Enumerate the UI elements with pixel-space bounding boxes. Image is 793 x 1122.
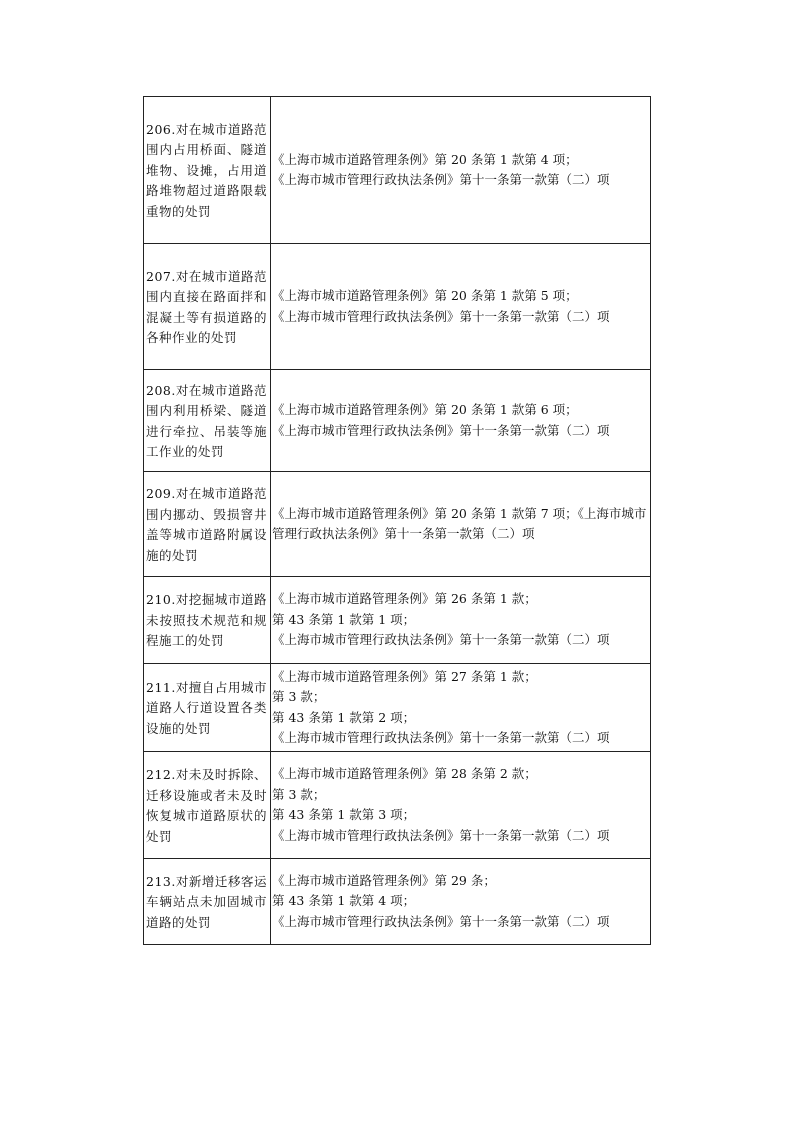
basis-line: 第 43 条第 1 款第 3 项；: [272, 807, 416, 822]
basis-cell: [271, 472, 651, 577]
item-text: 208.对在城市道路范围内利用桥梁、隧道进行牵拉、吊装等施工作业的处罚: [146, 382, 267, 459]
table-row: [144, 244, 651, 370]
table-row: [144, 97, 651, 244]
basis-line: 第 43 条第 1 款第 4 项；: [272, 893, 416, 909]
item-text: 212.对未及时拆除、迁移设施或者未及时恢复城市道路原状的处罚: [146, 767, 267, 844]
item-text: 213.对新增迁移客运车辆站点未加固城市道路的处罚: [146, 873, 267, 930]
basis-line: 《上海市城市道路管理条例》第 20 条第 1 款第 7 项；《上海市城市管理行政执法条例》第十一条第一款第（二）项: [272, 505, 647, 541]
basis-cell: [271, 664, 651, 752]
basis-line: 《上海市城市管理行政执法条例》第十一条第一款第（二）项: [272, 422, 610, 438]
table-row: [144, 472, 651, 577]
item-cell: [144, 244, 271, 370]
table-row: [144, 752, 651, 859]
item-cell: [144, 664, 271, 752]
basis-line: 《上海市城市道路管理条例》第 20 条第 1 款第 6 项；: [272, 402, 578, 417]
basis-line: 《上海市城市管理行政执法条例》第十一条第一款第（二）项: [272, 827, 610, 843]
item-cell: [144, 752, 271, 859]
item-cell: [144, 370, 271, 472]
item-text: 207.对在城市道路范围内直接在路面拌和混凝土等有损道路的各种作业的处罚: [146, 268, 267, 345]
basis-line: 《上海市城市管理行政执法条例》第十一条第一款第（二）项: [272, 730, 610, 745]
basis-line: 《上海市城市管理行政执法条例》第十一条第一款第（二）项: [272, 913, 610, 929]
table-row: [144, 370, 651, 472]
item-cell: [144, 577, 271, 664]
item-text: 209.对在城市道路范围内挪动、毁损窨井盖等城市道路附属设施的处罚: [146, 486, 267, 563]
basis-line: 《上海市城市道路管理条例》第 20 条第 1 款第 4 项；: [272, 151, 578, 167]
basis-line: 《上海市城市道路管理条例》第 29 条；: [272, 872, 496, 888]
item-text: 211.对擅自占用城市道路人行道设置各类设施的处罚: [146, 679, 267, 736]
item-cell: [144, 472, 271, 577]
basis-cell: [271, 859, 651, 945]
basis-line: 第 3 款；: [272, 689, 326, 704]
item-text: 206.对在城市道路范围内占用桥面、隧道堆物、设摊，占用道路堆物超过道路限载重物的处罚: [146, 121, 267, 219]
basis-line: 《上海市城市道路管理条例》第 26 条第 1 款；: [272, 591, 537, 607]
table-row: [144, 577, 651, 664]
basis-cell: [271, 97, 651, 244]
basis-line: 第 3 款；: [272, 786, 326, 802]
basis-line: 《上海市城市管理行政执法条例》第十一条第一款第（二）项: [272, 172, 610, 187]
basis-line: 《上海市城市管理行政执法条例》第十一条第一款第（二）项: [272, 632, 610, 648]
basis-line: 《上海市城市道路管理条例》第 27 条第 1 款；: [272, 668, 537, 684]
table-row: [144, 664, 651, 752]
item-cell: [144, 859, 271, 945]
item-text: 210.对挖掘城市道路未按照技术规范和规程施工的处罚: [146, 592, 267, 649]
basis-line: 《上海市城市道路管理条例》第 20 条第 1 款第 5 项；: [272, 288, 578, 303]
basis-cell: [271, 370, 651, 472]
basis-cell: [271, 244, 651, 370]
basis-line: 第 43 条第 1 款第 2 项；: [272, 709, 416, 725]
basis-line: 《上海市城市道路管理条例》第 28 条第 2 款；: [272, 766, 537, 781]
basis-cell: [271, 752, 651, 859]
basis-line: 《上海市城市管理行政执法条例》第十一条第一款第（二）项: [272, 308, 610, 324]
basis-cell: [271, 577, 651, 664]
item-cell: [144, 97, 271, 244]
basis-line: 第 43 条第 1 款第 1 项；: [272, 611, 416, 627]
penalty-basis-table: [143, 96, 651, 945]
table-row: [144, 859, 651, 945]
